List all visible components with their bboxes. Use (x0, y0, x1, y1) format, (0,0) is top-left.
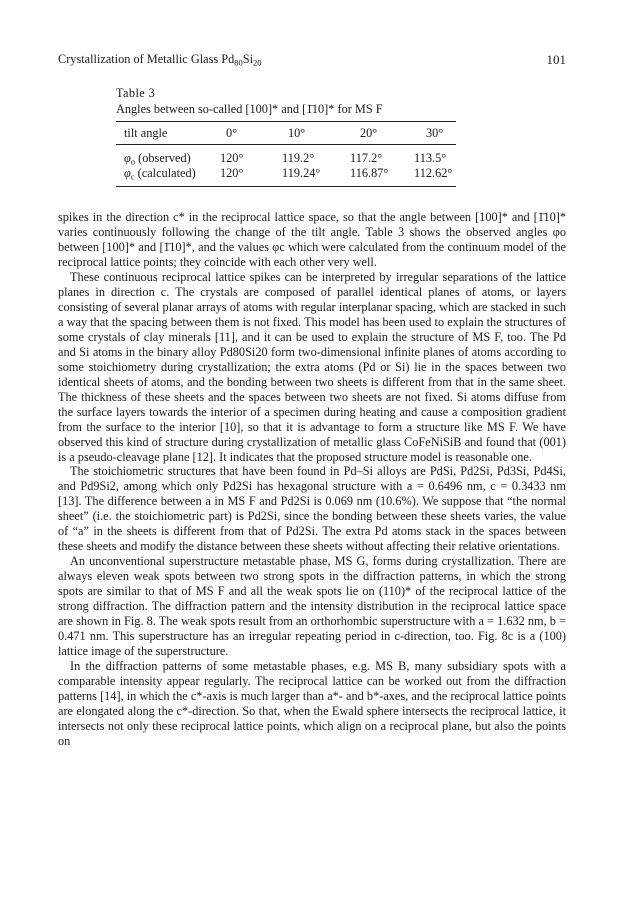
table-row-label (124, 151, 191, 166)
running-head (58, 52, 566, 68)
table-header-cell: 10° (288, 126, 306, 140)
phi-subscript: o (130, 156, 136, 167)
table-row-label (124, 166, 196, 181)
title-subscript-20: 20 (253, 57, 262, 68)
paragraph: In the diffraction patterns of some metastable phases, e.g. MS B, many subsidiary spots with a comparable intensity appear regularly. The reciprocal lattice can be worked out from the diffraction patterns [14], in which the c*-axis is much larger than a*- and b*-axes, and the reciprocal lattice points are elongated along the c*-direction. So that, when the Ewald sphere intersects the reciprocal lattice, it intersects not only these reciprocal lattice points, which align on a reciprocal plane, but also the points on (58, 659, 566, 748)
table-header-rule (116, 144, 456, 145)
table-bottom-rule (116, 186, 456, 187)
row-label-text: (calculated) (134, 166, 196, 180)
table-header-cell: tilt angle (124, 126, 168, 140)
phi-symbol: φ (124, 166, 131, 180)
paragraph: These continuous reciprocal lattice spikes can be interpreted by irregular separations of the lattice planes in direction c. The crystals are composed of parallel identical planes of atoms, or layers consisting of several planar arrays of atoms with regular interplanar spacing, which are stacked in such a way that the spacing between them is not fixed. This model has been used to explain the structures of some crystals of clay minerals [11], and it can be used to explain the structure of MS F, too. The Pd and Si atoms in the binary alloy Pd80Si20 form two-dimensional infinite planes of atoms according to some stoichiometry during crystallization; the extra atoms (Pd or Si) lie in the spaces between two identical sheets of atoms, and the bonding between two sheets is different from that in the same sheet. The thickness of these sheets and the spaces between two sheets are not fixed. Si atoms diffuse from the surface layers towards the interior of a specimen during heating and cause a composition gradient from the surface to the interior [10], so that it is advantage to form a structure like MS F. We have observed this kind of structure during crystallization of metallic glass CoFeNiSiB and found that (001) is a pseudo-cleavage plane [12]. It indicates that the proposed structure model is reasonable one. (58, 269, 566, 464)
table-caption: Angles between so-called [100]* and [1̄10]* for MS F (116, 102, 383, 116)
page-number: 101 (546, 52, 566, 67)
title-si: Si (242, 52, 253, 66)
table-top-rule (116, 121, 456, 122)
row-label-text: (observed) (135, 151, 191, 165)
table-header-cell: 20° (360, 126, 378, 140)
table-header-cell: 30° (426, 126, 444, 140)
table-cell: 119.2° (282, 151, 315, 165)
table-cell: 113.5° (414, 151, 447, 165)
phi-symbol: φ (124, 151, 131, 165)
table-cell: 120° (220, 151, 244, 165)
title-subscript-80: 80 (234, 57, 243, 68)
running-head-title (58, 52, 262, 67)
paragraph: An unconventional superstructure metastable phase, MS G, forms during crystallization. There are always eleven weak spots between two strong spots in the diffraction patterns, in which the strong spots are similar to that of MS F and all the weak spots lie on (110)* of the reciprocal lattice of the strong diffraction. The diffraction pattern and the intensity distribution in the reciprocal lattice space are shown in Fig. 8. The weak spots result from an orthorhombic superstructure with a = 1.632 nm, b = 0.471 nm. This superstructure has an irregular repeating period in c-direction, too. Fig. 8c is a (100) lattice image of the superstructure. (58, 554, 566, 659)
table-cell: 112.62° (414, 166, 453, 180)
table-cell: 120° (220, 166, 244, 180)
table-cell: 117.2° (350, 151, 383, 165)
paragraph: The stoichiometric structures that have been found in Pd–Si alloys are PdSi, Pd2Si, Pd3Si, Pd4Si, and Pd9Si2, among which only Pd2Si has hexagonal structure with a = 0.6496 nm, c = 0.3433 nm [13]. The difference between a in MS F and Pd2Si is 0.069 nm (10.6%). We suppose that “the normal sheet” (i.e. the stoichiometric part) is Pd2Si, since the bonding between these sheets varies, the value of “a” in the sheets is different from that of Pd2Si. The extra Pd atoms stack in the spaces between these sheets and modify the distance between these sheets without affecting their relative orientations. (58, 464, 566, 554)
title-prefix: Crystallization of Metallic Glass Pd (58, 52, 235, 66)
table-label: Table 3 (116, 86, 156, 100)
table-cell: 119.24° (282, 166, 321, 180)
paragraph: spikes in the direction c* in the reciprocal lattice space, so that the angle between [100]* and [1̄10]* varies continuously following the change of the tilt angle. Table 3 shows the observed angles φo between [100]* and [1̄10]*, and the values φc which were calculated from the continuum model of the reciprocal lattice points; they coincide with each other very well. (58, 210, 566, 269)
table-header-cell: 0° (226, 126, 238, 140)
body-text (58, 210, 566, 749)
table-cell: 116.87° (350, 166, 389, 180)
phi-subscript: c (130, 171, 135, 182)
